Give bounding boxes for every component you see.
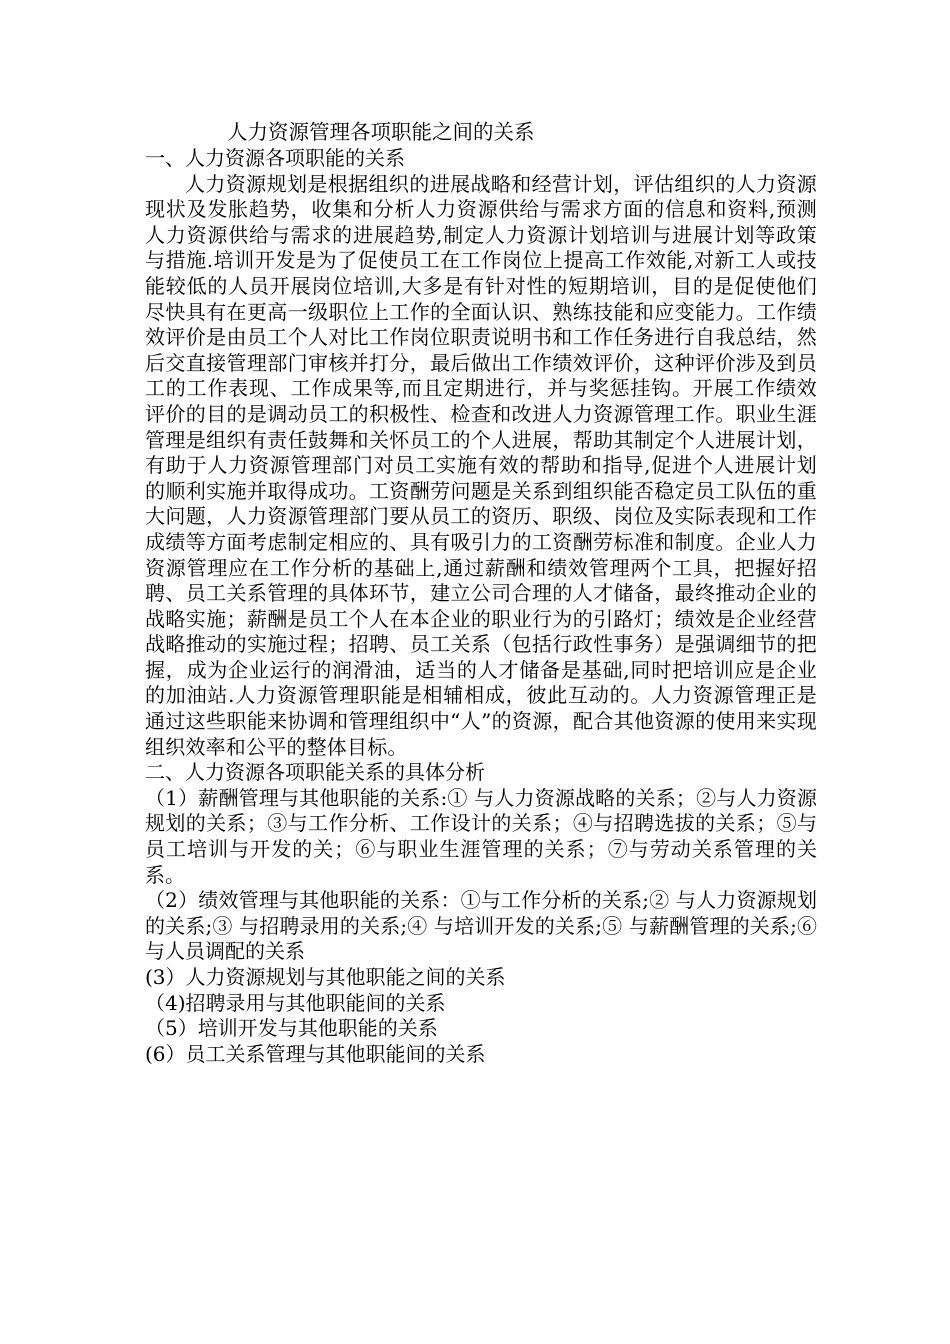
analysis-item-compensation: （1）薪酬管理与其他职能的关系:① 与人力资源战略的关系；②与人力资源规划的关系；③与工作分析、工作设计的关系；④与招聘选拔的关系；⑤与员工培训与开发的关；⑥与职业生涯管理的关系；⑦与劳动关系管理的关系。 xyxy=(145,785,817,887)
analysis-item-hr-planning: (3）人力资源规划与其他职能之间的关系 xyxy=(145,965,506,989)
section-1-paragraph: 人力资源规划是根据组织的进展战略和经营计划，评估组织的人力资源现状及发胀趋势，收集和分析人力资源供给与需求方面的信息和资料,预测人力资源供给与需求的进展趋势,制定人力资源计划培训与进展计划等政策与措施.培训开发是为了促使员工在工作岗位上提高工作效能,对新工人或技能较低的人员开展岗位培训,大多是有针对性的短期培训，目的是促使他们尽快具有在更高一级职位上工作的全面认识、熟练技能和应变能力。工作绩效评价是由员工个人对比工作岗位职责说明书和工作任务进行自我总结，然后交直接管理部门审核并打分，最后做出工作绩效评价，这种评价涉及到员工的工作表现、工作成果等,而且定期进行，并与奖惩挂钩。开展工作绩效评价的目的是调动员工的积极性、检查和改进人力资源管理工作。职业生涯管理是组织有责任鼓舞和关怀员工的个人进展，帮助其制定个人进展计划，有助于人力资源管理部门对员工实施有效的帮助和指导,促进个人进展计划的顺利实施并取得成功。工资酬劳问题是关系到组织能否稳定员工队伍的重大问题，人力资源管理部门要从员工的资历、职级、岗位及实际表现和工作成绩等方面考虑制定相应的、具有吸引力的工资酬劳标准和制度。企业人力资源管理应在工作分析的基础上,通过薪酬和绩效管理两个工具，把握好招聘、员工关系管理的具体环节，建立公司合理的人才储备，最终推动企业的战略实施；薪酬是员工个人在本企业的职业行为的引路灯；绩效是企业经营战略推动的实施过程；招聘、员工关系（包括行政性事务）是强调细节的把握，成为企业运行的润滑油，适当的人才储备是基础,同时把培训应是企业的加油站.人力资源管理职能是相辅相成，彼此互动的。人力资源管理正是通过这些职能来协调和管理组织中“人”的资源，配合其他资源的使用来实现组织效率和公平的整体目标。 xyxy=(145,171,817,759)
document-body xyxy=(145,118,817,1067)
analysis-item-employee-relations: (6）员工关系管理与其他职能间的关系 xyxy=(145,1041,486,1066)
analysis-item-performance: （2）绩效管理与其他职能的关系：①与工作分析的关系;② 与人力资源规划的关系;③ 与招聘录用的关系;④ 与培训开发的关系;⑤ 与薪酬管理的关系;⑥ 与人员调配的关系 xyxy=(145,888,817,964)
analysis-item-training: （5）培训开发与其他职能的关系 xyxy=(145,1016,438,1041)
analysis-item-recruitment: （4)招聘录用与其他职能间的关系 xyxy=(145,990,446,1015)
document-title: 人力资源管理各项职能之间的关系 xyxy=(227,120,535,144)
section-1-heading: 一、人力资源各项职能的关系 xyxy=(145,146,405,170)
section-2-heading: 二、人力资源各项职能关系的具体分析 xyxy=(145,760,485,785)
